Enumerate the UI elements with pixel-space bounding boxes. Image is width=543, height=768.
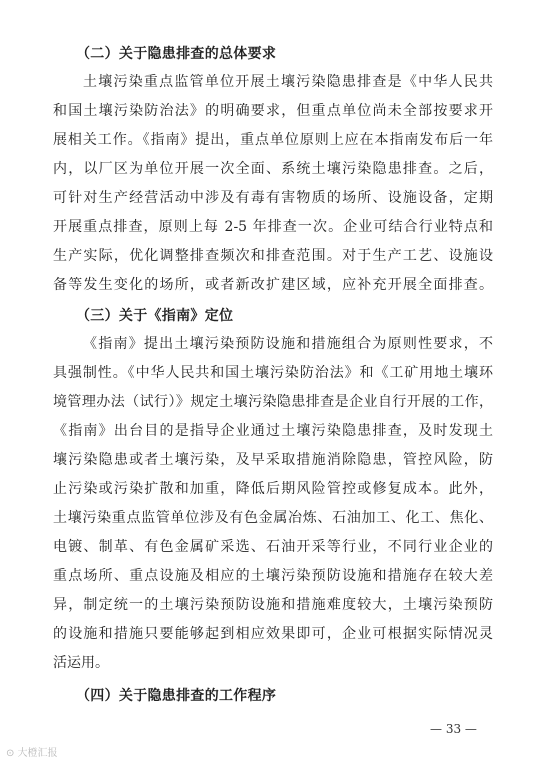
paragraph-line: 境管理办法（试行）》规定土壤污染隐患排查是企业自行开展的工作，	[53, 394, 493, 410]
paragraph-line: 具强制性。《中华人民共和国土壤污染防治法》和《工矿用地土壤环	[53, 365, 493, 381]
paragraph-line: 《指南》出台目的是指导企业通过土壤污染隐患排查，及时发现土	[53, 423, 493, 439]
section-heading: （二）关于隐患排查的总体要求	[76, 46, 277, 62]
paragraph-line: 可针对生产经营活动中涉及有毒有害物质的场所、设施设备，定期	[53, 190, 493, 206]
paragraph-line: 展相关工作。《指南》提出，重点单位原则上应在本指南发布后一年	[53, 132, 493, 148]
paragraph-line: 重点场所、重点设施及相应的土壤污染预防设施和措施存在较大差	[53, 568, 493, 584]
paragraph-line: 生产实际，优化调整排查频次和排查范围。对于生产工艺、设施设	[53, 248, 493, 264]
paragraph-line: 和国土壤污染防治法》的明确要求，但重点单位尚未全部按要求开	[53, 103, 493, 119]
paragraph-line: 止污染或污染扩散和加重，降低后期风险管控或修复成本。此外，	[53, 481, 493, 497]
paragraph-line: 开展重点排查，原则上每 2-5 年排查一次。企业可结合行业特点和	[53, 219, 493, 235]
paragraph-line: 壤污染隐患或者土壤污染，及早采取措施消除隐患，管控风险，防	[53, 452, 493, 468]
paragraph-line: 内，以厂区为单位开展一次全面、系统土壤污染隐患排查。之后，	[53, 161, 493, 177]
page-number: — 33 —	[430, 722, 477, 736]
paragraph-line: 异，制定统一的土壤污染预防设施和措施难度较大，土壤污染预防	[53, 597, 493, 613]
paragraph-line: 活运用。	[53, 655, 109, 671]
section-heading: （三）关于《指南》定位	[76, 308, 234, 324]
paragraph-line: 电镀、制革、有色金属矿采选、石油开采等行业，不同行业企业的	[53, 539, 493, 555]
paragraph-line: 备等发生变化的场所，或者新改扩建区域，应补充开展全面排查。	[53, 277, 493, 293]
watermark: ⊙ 大橙汇报	[6, 748, 58, 759]
paragraph-line: 土壤污染重点监管单位开展土壤污染隐患排查是《中华人民共	[83, 74, 493, 90]
paragraph-line: 土壤污染重点监管单位涉及有色金属冶炼、石油加工、化工、焦化、	[53, 510, 493, 526]
paragraph-line: 《指南》提出土壤污染预防设施和措施组合为原则性要求，不	[83, 336, 493, 352]
paragraph-line: 的设施和措施只要能够起到相应效果即可，企业可根据实际情况灵	[53, 626, 493, 642]
section-heading: （四）关于隐患排查的工作程序	[76, 688, 277, 704]
